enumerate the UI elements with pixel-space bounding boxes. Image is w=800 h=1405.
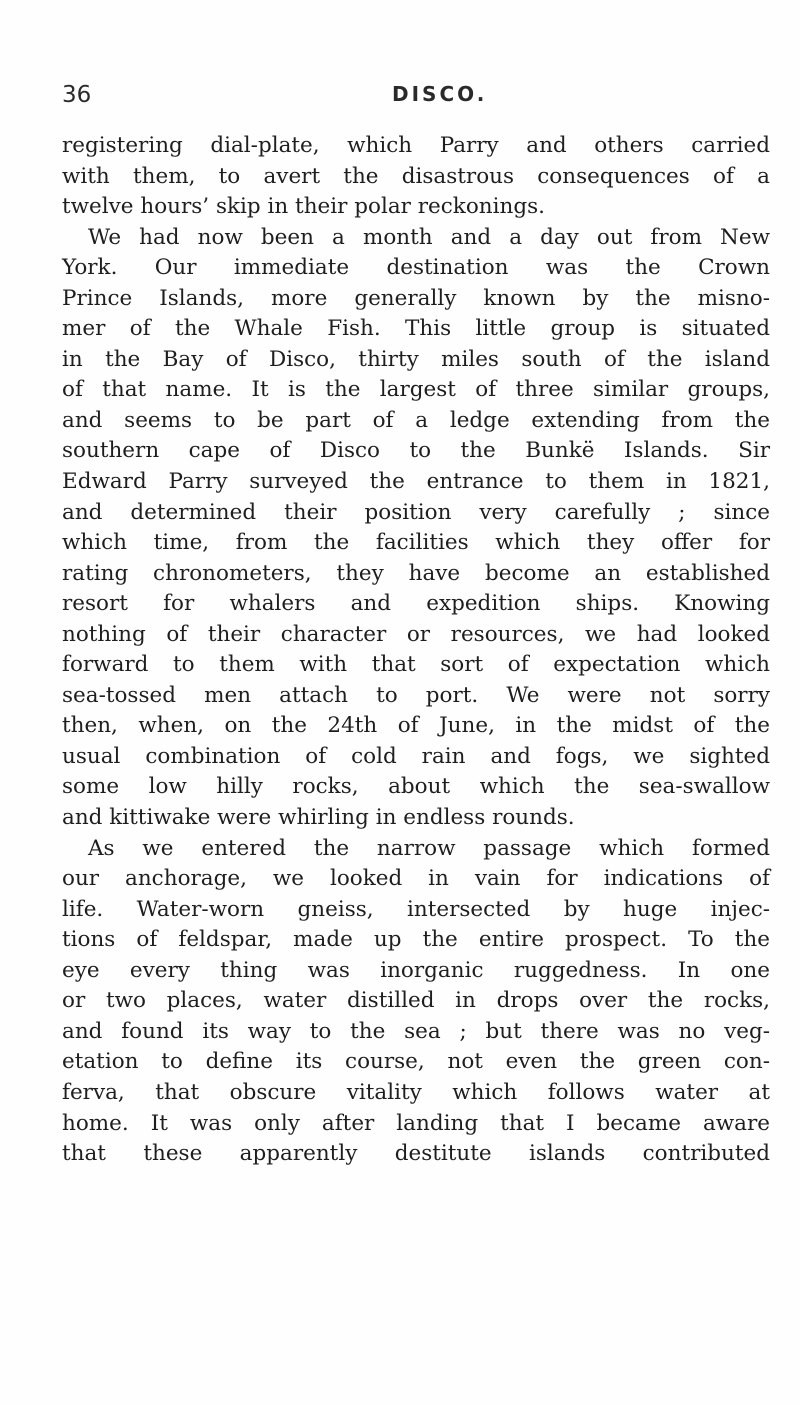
text-line: ferva, that obscure vitality which follows water at: [62, 1079, 770, 1105]
page-header: [62, 82, 762, 112]
body-text: [62, 131, 770, 1170]
text-line: or two places, water distilled in drops over the rocks,: [62, 988, 770, 1014]
text-line: registering dial-plate, which Parry and others carried: [62, 133, 770, 158]
text-line: eye every thing was inorganic ruggedness. In one: [62, 957, 770, 983]
text-line: and found its way to the sea ; but there was no veg-: [62, 1018, 770, 1044]
text-line: and seems to be part of a ledge extending from the: [62, 407, 770, 433]
text-line: life. Water-worn gneiss, intersected by huge injec-: [62, 896, 770, 922]
text-line: Edward Parry surveyed the entrance to them in 1821,: [62, 469, 770, 495]
text-line: nothing of their character or resources, we had looked: [62, 621, 770, 647]
text-line: then, when, on the 24th of June, in the midst of the: [62, 713, 770, 739]
text-line: our anchorage, we looked in vain for indications of: [62, 866, 770, 892]
paragraph-start-line: As we entered the narrow passage which formed: [88, 835, 770, 861]
text-line: and determined their position very carefully ; since: [62, 499, 770, 525]
text-line: with them, to avert the disastrous consequences of a: [62, 163, 770, 189]
text-line: rating chronometers, they have become an established: [62, 560, 770, 586]
text-line: twelve hours’ skip in their polar reckonings.: [62, 194, 545, 220]
text-line: home. It was only after landing that I became aware: [62, 1110, 770, 1136]
running-head: DISCO.: [392, 82, 488, 106]
text-line: tions of feldspar, made up the entire prospect. To the: [62, 927, 770, 953]
text-line: which time, from the facilities which they offer for: [62, 530, 770, 556]
text-line: sea-tossed men attach to port. We were not sorry: [62, 682, 770, 708]
page-number: 36: [62, 82, 92, 108]
text-line: mer of the Whale Fish. This little group is situated: [62, 316, 770, 342]
text-line: that these apparently destitute islands contributed: [62, 1141, 770, 1167]
text-line: some low hilly rocks, about which the sea-swallow: [62, 774, 770, 800]
text-line: Prince Islands, more generally known by the misno-: [62, 285, 770, 311]
text-line: and kittiwake were whirling in endless rounds.: [62, 805, 575, 831]
text-line: resort for whalers and expedition ships. Knowing: [62, 591, 770, 617]
text-line: forward to them with that sort of expectation which: [62, 652, 770, 678]
text-line: of that name. It is the largest of three similar groups,: [62, 377, 770, 403]
text-line: in the Bay of Disco, thirty miles south of the island: [62, 346, 770, 372]
text-line: southern cape of Disco to the Bunkë Islands. Sir: [62, 438, 770, 464]
paragraph-start-line: We had now been a month and a day out from New: [88, 224, 770, 250]
text-line: York. Our immediate destination was the Crown: [62, 255, 770, 281]
text-line: usual combination of cold rain and fogs, we sighted: [62, 743, 770, 769]
text-line: etation to define its course, not even the green con-: [62, 1049, 770, 1075]
